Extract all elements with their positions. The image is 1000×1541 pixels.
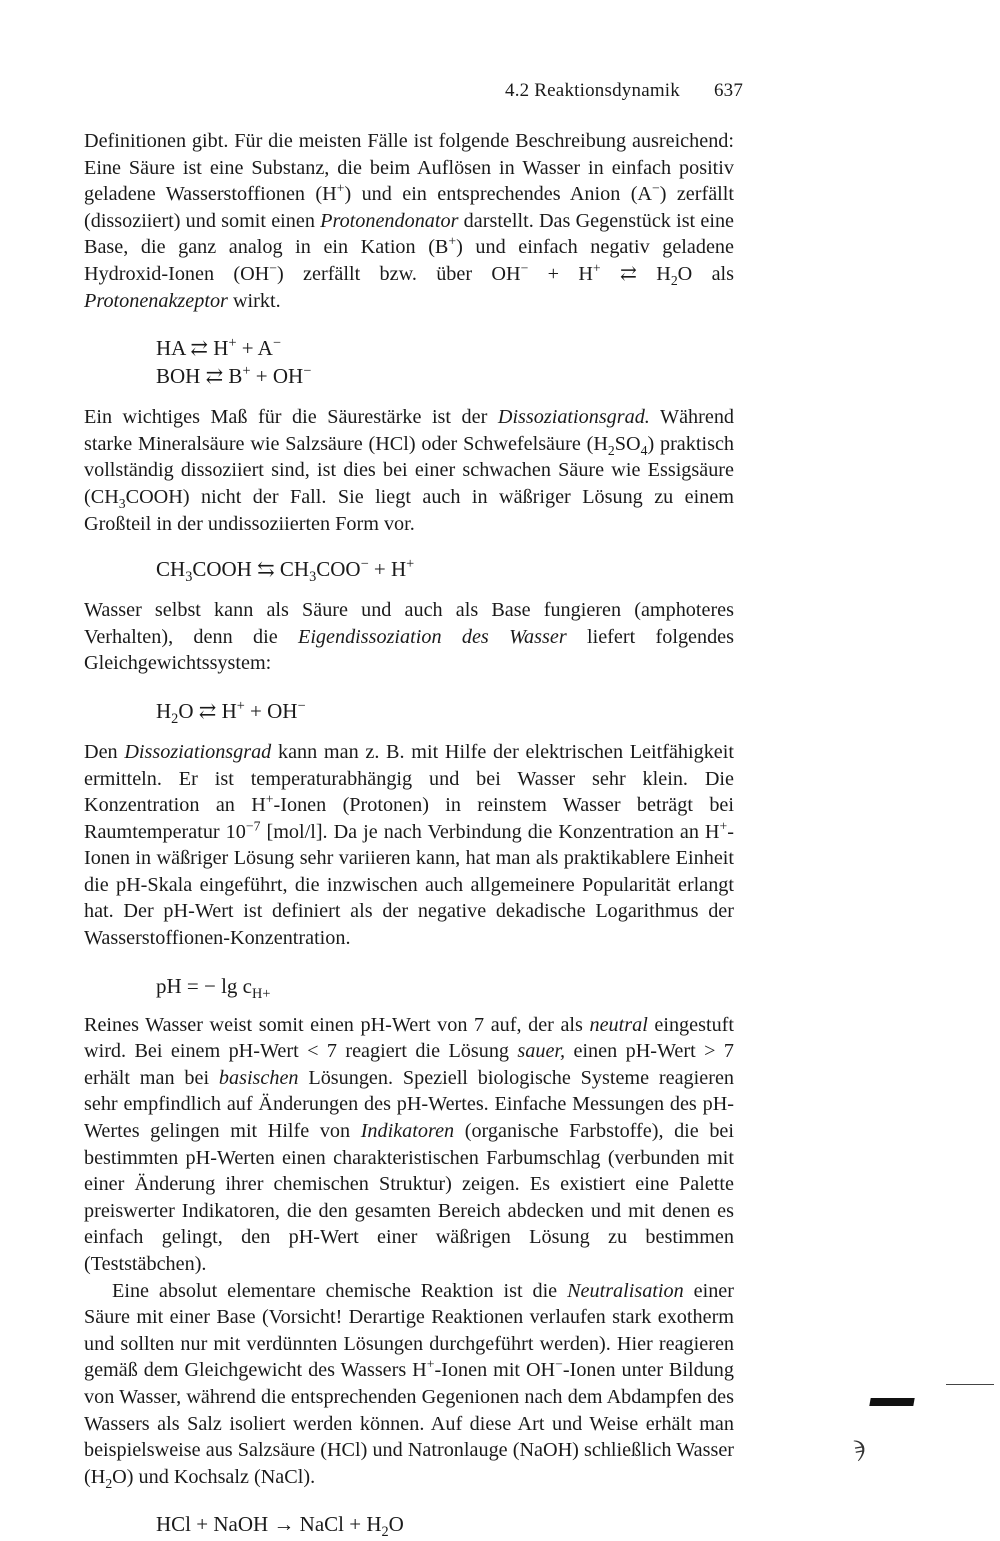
text-seg: Eine absolut elementare chemische Reaktion ist die bbox=[112, 1279, 568, 1302]
text-seg: ) und einfach negativ geladene Hydroxid-Ionen (OH bbox=[84, 236, 734, 285]
formula-seg: 2 bbox=[381, 1524, 389, 1541]
equation-ph-definition bbox=[156, 972, 734, 1000]
text-seg: 4 bbox=[640, 442, 648, 458]
equation-line bbox=[156, 555, 734, 586]
formula-seg: H+ bbox=[252, 985, 271, 1002]
text-seg: ) praktisch vollständig dissoziiert sind, ist dies bei einer schwachen Säure wie Essigsäure (CH bbox=[84, 432, 734, 508]
scan-artifact-line bbox=[946, 1384, 994, 1385]
page-body bbox=[84, 128, 735, 1541]
text-seg: Lösungen. Speziell biologische Systeme reagieren sehr empfindlich auf Änderungen des pH-Wertes. Einfache Messungen des pH-Wertes gelingen mit Hilfe von bbox=[84, 1066, 734, 1143]
formula-seg: 3 bbox=[185, 569, 193, 586]
formula-seg: HA ⇄ H bbox=[156, 336, 229, 361]
text-seg: einer Säure mit einer Base (Vorsicht! Derartige Reaktionen verlaufen stark exotherm und sollten nur mit verdünnten Lösungen durchgeführt werden). Hier reagieren gemäß dem Gleichgewicht des Wassers H bbox=[84, 1279, 734, 1382]
text-seg: − bbox=[520, 260, 529, 276]
text-seg: ) zerfällt bzw. über OH bbox=[277, 262, 521, 285]
formula-seg: − bbox=[272, 335, 281, 352]
text-seg: eingestuft wird. Bei einem pH-Wert < 7 reagiert die Lösung bbox=[84, 1013, 734, 1063]
text-seg: O) und Kochsalz (NaCl). bbox=[112, 1465, 316, 1488]
text-seg: [mol/l]. Da je nach Verbindung die Konzentration an H bbox=[260, 820, 720, 843]
text-seg: Während starke Mineralsäure wie Salzsäure (HCl) oder Schwefelsäure (H bbox=[84, 406, 735, 455]
text-seg: Dissoziationsgrad bbox=[124, 740, 272, 763]
text-seg: sauer, bbox=[517, 1040, 566, 1063]
text-seg: (organische Farbstoffe), die bei bestimmten pH-Werten einen charakteristischen Farbumschlag (verbunden mit einer Änderung ihrer chemischen Struktur) zeigen. Es existiert eine Palette preiswerter Indikatoren, die den gesamten Bereich abdecken und mit denen es einfach gelingt, den pH-Wert einer wäßrigen Lösung zu bestimmen (Teststäbchen). bbox=[84, 1120, 735, 1275]
text-seg: Ein wichtiges Maß für die Säurestärke ist der bbox=[84, 406, 498, 429]
formula-seg: − bbox=[303, 363, 312, 380]
text-seg: Reines Wasser weist somit einen pH-Wert von 7 auf, der als bbox=[84, 1013, 590, 1036]
text-seg: Definitionen gibt. Für die meisten Fälle ist folgende Beschreibung ausreichend: Eine Säure ist eine Substanz, die beim Auflösen in Wasser in einfach positiv geladene Wasserstoffionen (H bbox=[84, 130, 734, 206]
text-seg: −7 bbox=[245, 817, 261, 833]
text-seg: − bbox=[652, 180, 660, 196]
formula-seg: + OH bbox=[250, 364, 304, 389]
formula-seg: CH bbox=[156, 557, 186, 582]
paragraph-2 bbox=[84, 404, 734, 537]
text-seg: 3 bbox=[118, 495, 126, 511]
text-seg: ) zerfällt (dissoziiert) und somit einen bbox=[84, 183, 735, 232]
formula-seg: O bbox=[388, 1512, 404, 1537]
text-seg: ) und ein entsprechendes Anion (A bbox=[344, 183, 652, 206]
section-title: 4.2 Reaktionsdynamik bbox=[505, 80, 680, 101]
text-seg: O als bbox=[677, 262, 734, 285]
formula-seg: HCl + NaOH → NaCl + H bbox=[156, 1512, 382, 1537]
text-seg: + bbox=[265, 791, 274, 807]
formula-seg: + A bbox=[236, 336, 273, 361]
text-seg: Wasser selbst kann als Säure und auch als Base fungieren (amphoteres Verhalten), denn die bbox=[84, 599, 734, 648]
equation-line bbox=[156, 334, 734, 362]
formula-seg: H bbox=[156, 698, 172, 723]
text-seg: Dissoziationsgrad. bbox=[497, 406, 650, 429]
equation-neutralisation bbox=[156, 1510, 734, 1541]
formula-seg: COOH ⇆ CH bbox=[192, 557, 310, 582]
equation-line bbox=[156, 972, 734, 1000]
text-seg: − bbox=[269, 260, 278, 276]
text-seg: − bbox=[555, 1356, 563, 1372]
text-seg: COOH) nicht der Fall. Sie liegt auch in wäßriger Lösung zu einem Großteil in der undissoziierten Form vor. bbox=[84, 485, 734, 535]
formula-seg: pH = − lg c bbox=[156, 973, 253, 998]
text-seg: Neutralisation bbox=[567, 1279, 684, 1302]
equation-line bbox=[156, 697, 734, 728]
text-seg: ⇄ H bbox=[600, 262, 671, 285]
paragraph-3 bbox=[84, 597, 734, 677]
text-seg: Indikatoren bbox=[360, 1120, 455, 1143]
formula-seg: − bbox=[297, 697, 306, 714]
formula-seg: + H bbox=[368, 557, 407, 582]
running-header bbox=[505, 80, 743, 102]
text-seg: Protonenakzeptor bbox=[84, 289, 228, 312]
formula-seg: + bbox=[242, 363, 251, 380]
text-seg: -Ionen (Protonen) in reinstem Wasser beträgt bei Raumtemperatur 10 bbox=[84, 794, 734, 843]
text-seg: kann man z. B. mit Hilfe der elektrischen Leitfähigkeit ermitteln. Er ist temperaturabhängig und bei Wasser sehr klein. Die Konzentration an H bbox=[84, 740, 734, 817]
formula-seg: + bbox=[236, 697, 245, 714]
formula-seg: COO bbox=[316, 557, 361, 582]
scan-artifact-bar bbox=[869, 1398, 914, 1406]
text-seg: liefert folgendes Gleichgewichtssystem: bbox=[84, 625, 734, 675]
text-seg: + bbox=[592, 260, 601, 276]
text-seg: + H bbox=[528, 262, 593, 285]
paragraph-5 bbox=[84, 1012, 734, 1278]
text-seg: -Ionen unter Bildung von Wasser, während die entsprechenden Gegenionen nach dem Abdampfen des Wassers als Salz isoliert werden können. Auf diese Art und Weise erhält man beispielsweise aus Salzsäure (HCl) und Natronlauge (NaOH) schließlich Wasser (H bbox=[84, 1359, 734, 1488]
paragraph-1 bbox=[84, 128, 734, 314]
text-seg: 2 bbox=[105, 1475, 113, 1491]
text-seg: 2 bbox=[670, 273, 678, 288]
text-seg: einen pH-Wert > 7 erhält man bei bbox=[84, 1040, 734, 1089]
paragraph-6 bbox=[84, 1278, 734, 1491]
text-seg: + bbox=[426, 1356, 435, 1372]
scan-artifact-mark: ϡ bbox=[847, 1430, 872, 1463]
formula-seg: + OH bbox=[244, 698, 298, 723]
formula-seg: BOH ⇄ B bbox=[156, 364, 243, 389]
text-seg: darstellt. Das Gegenstück ist eine Base, die ganz analog in ein Kation (B bbox=[84, 209, 734, 259]
text-seg: 2 bbox=[607, 442, 615, 458]
text-seg: + bbox=[719, 817, 728, 833]
text-seg: -Ionen in wäßriger Lösung sehr variieren kann, hat man als praktikablere Einheit die pH-Skala eingeführt, die inzwischen auch allgemeinere Popularität erlangt hat. Der pH-Wert ist definiert als der negative dekadische Logarithmus der Wasserstoffionen-Konzentration. bbox=[84, 820, 734, 950]
equation-line bbox=[156, 1510, 734, 1541]
text-seg: Eigendissoziation des Wasser bbox=[297, 625, 567, 648]
equation-acid-base-dissociation bbox=[156, 334, 734, 390]
formula-seg: 2 bbox=[171, 711, 179, 728]
paragraph-4 bbox=[84, 739, 734, 952]
text-seg: Protonendonator bbox=[320, 209, 459, 232]
formula-seg: 3 bbox=[309, 569, 317, 586]
text-seg: SO bbox=[614, 432, 641, 455]
equation-line bbox=[156, 362, 734, 390]
text-seg: wirkt. bbox=[227, 289, 281, 312]
equation-water-autoionization bbox=[156, 697, 734, 728]
equation-acetic-acid bbox=[156, 555, 734, 586]
formula-seg: − bbox=[360, 556, 369, 573]
page-number: 637 bbox=[713, 80, 744, 101]
text-seg: + bbox=[336, 180, 345, 196]
text-seg: basischen bbox=[218, 1066, 299, 1089]
text-seg: neutral bbox=[589, 1013, 648, 1036]
formula-seg: O ⇄ H bbox=[178, 698, 237, 723]
text-seg: Den bbox=[84, 740, 125, 763]
text-seg: + bbox=[448, 233, 457, 249]
formula-seg: + bbox=[228, 335, 237, 352]
text-seg: -Ionen mit OH bbox=[434, 1359, 556, 1382]
formula-seg: + bbox=[406, 556, 415, 573]
